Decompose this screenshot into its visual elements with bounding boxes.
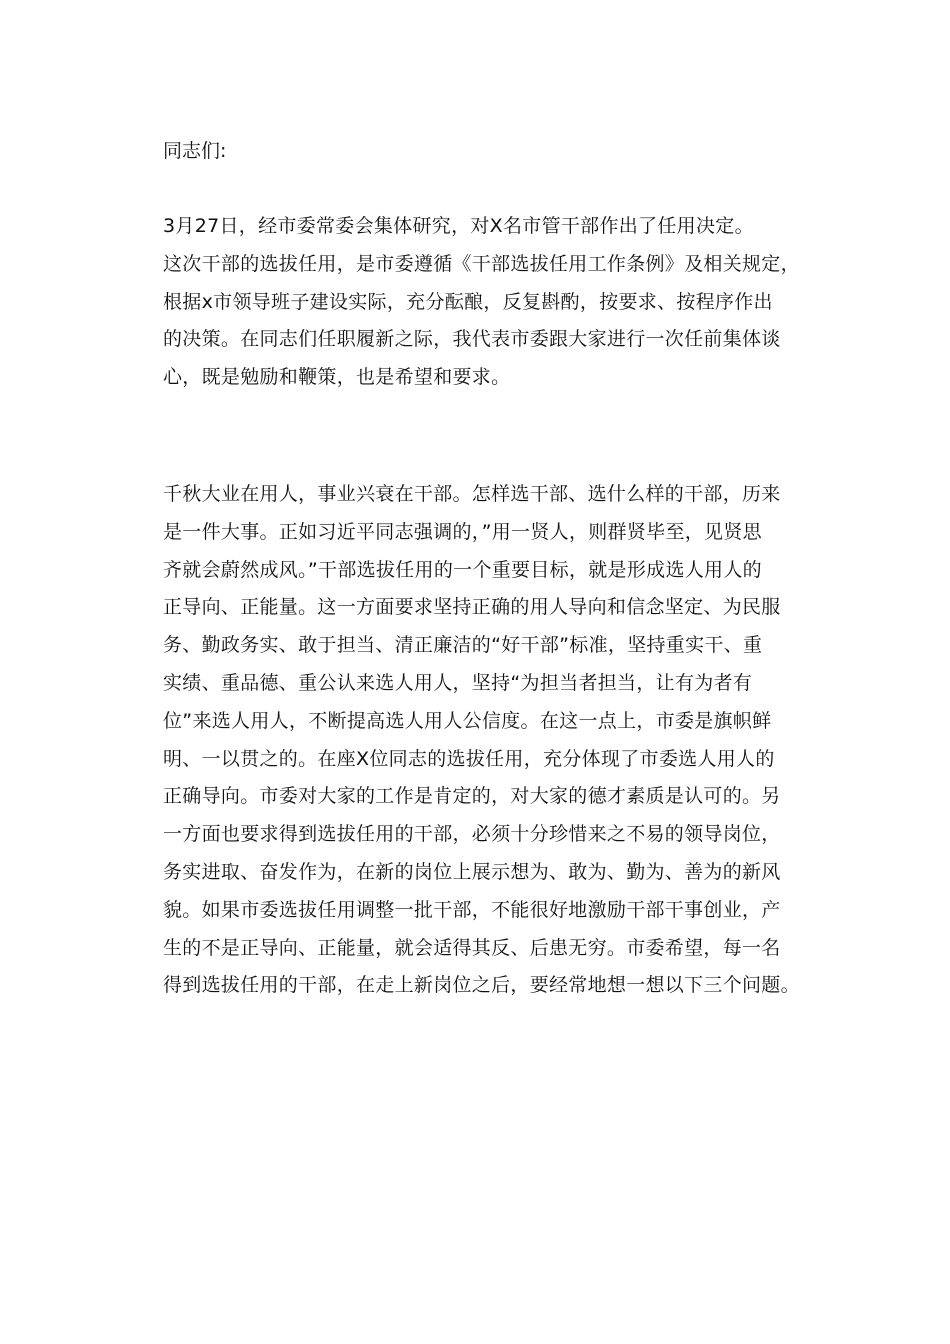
- paragraph-line: 位”来选人用人，不断提高选人用人公信度。在这一点上，市委是旗帜鲜: [163, 709, 772, 732]
- paragraph-line: 貌。如果市委选拔任用调整一批干部，不能很好地激励干部干事创业，产: [163, 898, 781, 921]
- paragraph-line: 明、一以贯之的。在座X位同志的选拔任用，充分体现了市委选人用人的: [163, 747, 775, 770]
- paragraph-line: 务实进取、奋发作为，在新的岗位上展示想为、敢为、勤为、善为的新风: [163, 860, 781, 883]
- paragraph-line: 一方面也要求得到选拔任用的干部，必须十分珍惜来之不易的领导岗位，: [163, 823, 781, 846]
- paragraph-line: 心，既是勉励和鞭策，也是希望和要求。: [163, 366, 511, 389]
- paragraph-line: 得到选拔任用的干部，在走上新岗位之后，要经常地想一想以下三个问题。: [163, 974, 800, 997]
- paragraph-line: 务、勤政务实、敢于担当、清正廉洁的“好干部”标准，坚持重实干、重: [163, 634, 763, 657]
- paragraph-1: [163, 208, 803, 397]
- paragraph-line: 3月27日，经市委常委会集体研究，对X名市管干部作出了任用决定。: [163, 215, 754, 237]
- paragraph-line: 千秋大业在用人，事业兴衰在干部。怎样选干部、选什么样的干部，历来: [163, 483, 781, 505]
- paragraph-line: 实绩、重品德、重公认来选人用人，坚持“为担当者担当，让有为者有: [163, 671, 753, 694]
- paragraph-line: 齐就会蔚然成风。”干部选拔任用的一个重要目标，就是形成选人用人的: [163, 558, 762, 581]
- paragraph-line: 生的不是正导向、正能量，就会适得其反、后患无穷。市委希望，每一名: [163, 936, 781, 959]
- salutation: 同志们:: [163, 140, 227, 162]
- paragraph-line: 正确导向。市委对大家的工作是肯定的，对大家的德才素质是认可的。另: [163, 785, 781, 808]
- paragraph-line: 正导向、正能量。这一方面要求坚持正确的用人导向和信念坚定、为民服: [163, 596, 781, 619]
- paragraph-2: [163, 476, 803, 1005]
- paragraph-line: 的决策。在同志们任职履新之际，我代表市委跟大家进行一次任前集体谈: [163, 328, 781, 351]
- paragraph-line: 是一件大事。正如习近平同志强调的，”用一贤人，则群贤毕至，见贤思: [163, 520, 762, 543]
- paragraph-line: 根据x市领导班子建设实际，充分酝酿，反复斟酌，按要求、按程序作出: [163, 290, 773, 313]
- paragraph-line: 这次干部的选拔任用，是市委遵循《干部选拔任用工作条例》及相关规定，: [163, 252, 800, 275]
